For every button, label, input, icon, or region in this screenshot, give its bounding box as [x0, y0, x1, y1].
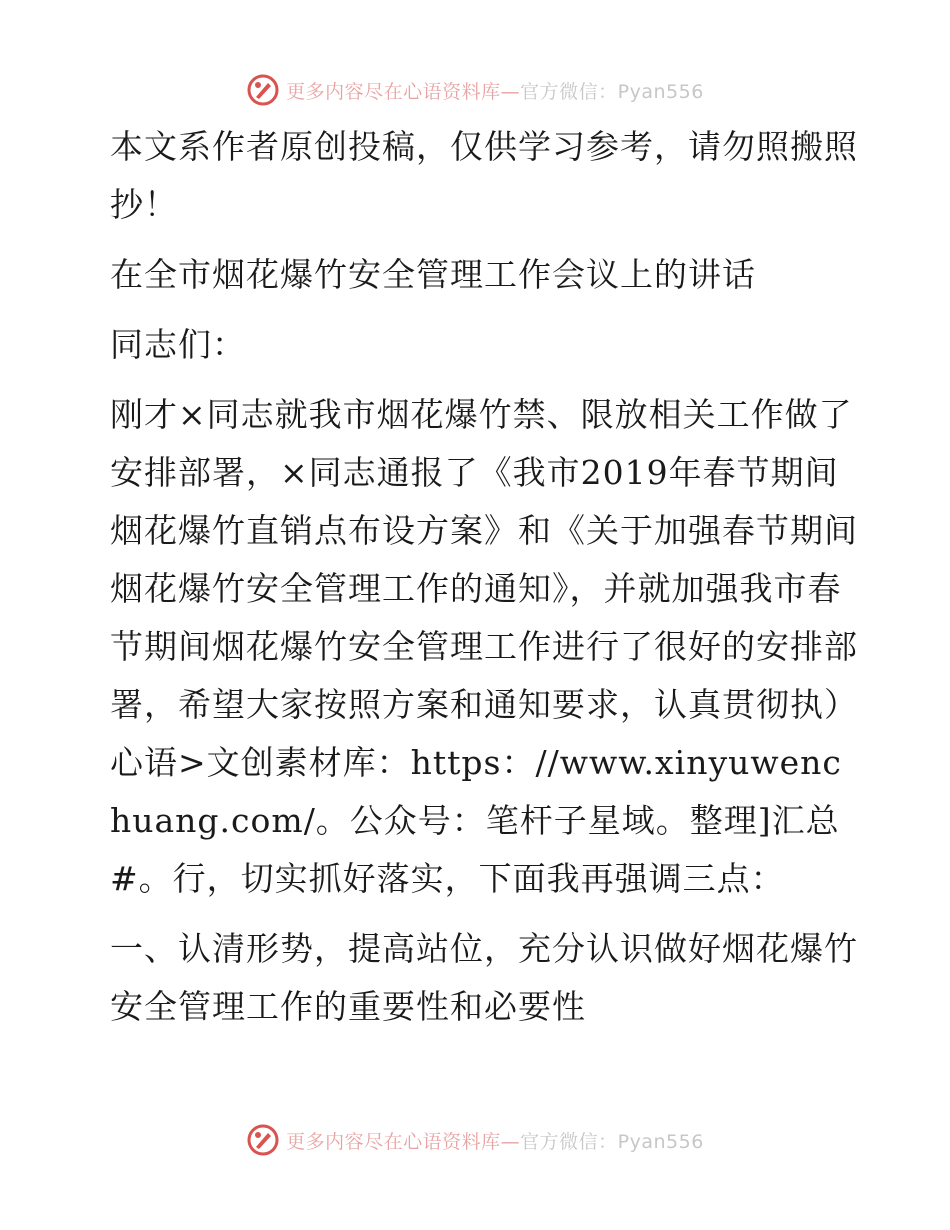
document-body [98, 118, 858, 1048]
disclaimer-paragraph: 本文系作者原创投稿，仅供学习参考，请勿照搬照抄！ [110, 127, 858, 224]
watermark-banner-bottom [0, 1120, 950, 1160]
speech-title: 在全市烟花爆竹安全管理工作会议上的讲话 [110, 255, 756, 294]
watermark-text: 更多内容尽在心语资料库—官方微信：Pyan556 [286, 1130, 704, 1153]
body-paragraph: 刚才×同志就我市烟花爆竹禁、限放相关工作做了安排部署，×同志通报了《我市2019年春节期间烟花爆竹直销点布设方案》和《关于加强春节期间烟花爆竹安全管理工作的通知》，并就加强我市春节期间烟花爆竹安全管理工作进行了很好的安排部署，希望大家按照方案和通知要求，认真贯彻执）心语>文创素材库：https：//www.xinyuwenchuang.com/。公众号：笔杆子星域。整理]汇总#。行，切实抓好落实，下面我再强调三点： [110, 395, 858, 898]
watermark-text: 更多内容尽在心语资料库—官方微信：Pyan556 [286, 80, 704, 103]
quill-logo-icon [246, 73, 280, 107]
section-heading-1: 一、认清形势，提高站位，充分认识做好烟花爆竹安全管理工作的重要性和必要性 [110, 929, 858, 1026]
watermark-banner-top [0, 70, 950, 110]
salutation: 同志们： [110, 325, 246, 364]
quill-logo-icon [246, 1123, 280, 1157]
